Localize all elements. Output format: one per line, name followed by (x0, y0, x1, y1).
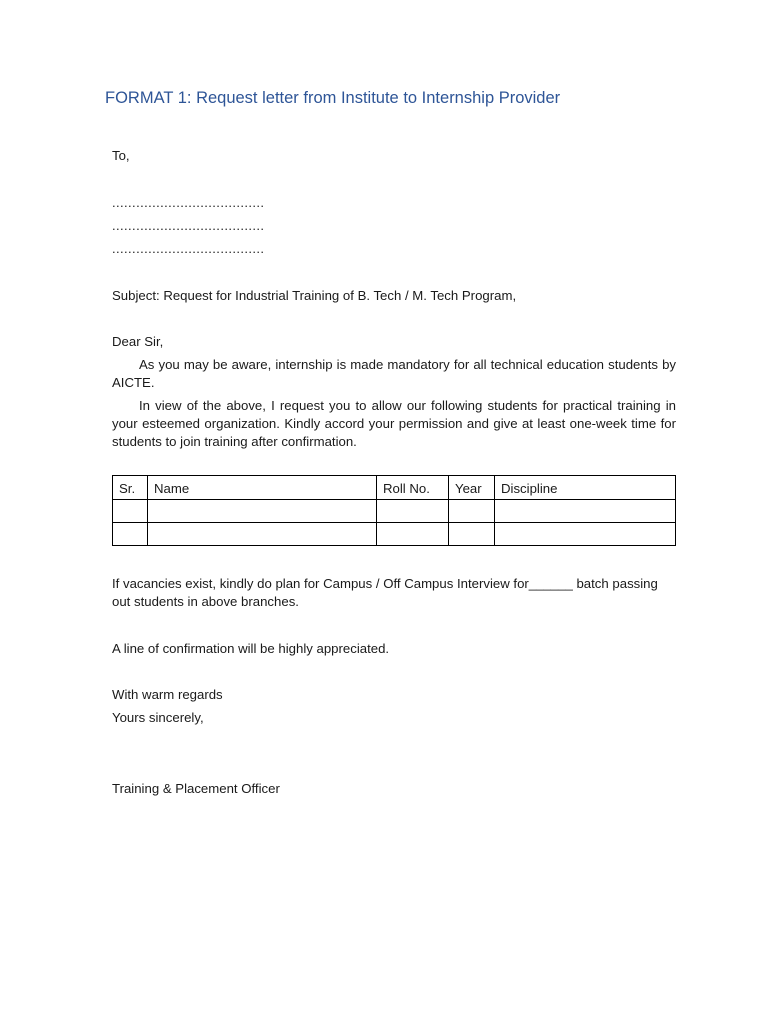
header-name: Name (148, 476, 377, 500)
regards-line: With warm regards (112, 687, 223, 702)
signatory: Training & Placement Officer (112, 781, 280, 796)
confirmation-paragraph: A line of confirmation will be highly appreciated. (112, 641, 390, 656)
table-cell (113, 500, 148, 523)
address-line-2: ...................................... (112, 218, 265, 233)
salutation: Dear Sir, (112, 334, 164, 349)
header-discipline: Discipline (495, 476, 676, 500)
address-line-3: ...................................... (112, 241, 265, 256)
table-cell (148, 500, 377, 523)
table-cell (377, 500, 449, 523)
table-row (113, 500, 676, 523)
page-title: FORMAT 1: Request letter from Institute to Internship Provider (105, 89, 561, 107)
header-sr: Sr. (113, 476, 148, 500)
students-table (112, 475, 676, 546)
address-line-1: ...................................... (112, 195, 265, 210)
table-cell (449, 500, 495, 523)
body-paragraph-2: In view of the above, I request you to allow our following students for practical training in your esteemed organization. Kindly accord your permission and give at least one-week time for students to join training after confirmation. (112, 398, 676, 449)
subject-line: Subject: Request for Industrial Training of B. Tech / M. Tech Program, (112, 288, 517, 303)
header-roll-no: Roll No. (377, 476, 449, 500)
table-cell (495, 500, 676, 523)
table-cell (449, 523, 495, 546)
table-cell (377, 523, 449, 546)
vacancy-paragraph: If vacancies exist, kindly do plan for Campus / Off Campus Interview for______ batch passing out students in above branches. (112, 576, 658, 609)
header-year: Year (449, 476, 495, 500)
table-header-row (113, 476, 676, 500)
recipient-to: To, (112, 148, 130, 163)
table-cell (113, 523, 148, 546)
closing-line: Yours sincerely, (112, 710, 204, 725)
body-paragraph-1: As you may be aware, internship is made mandatory for all technical education students by AICTE. (112, 357, 676, 390)
table-row (113, 523, 676, 546)
table-cell (495, 523, 676, 546)
table-cell (148, 523, 377, 546)
